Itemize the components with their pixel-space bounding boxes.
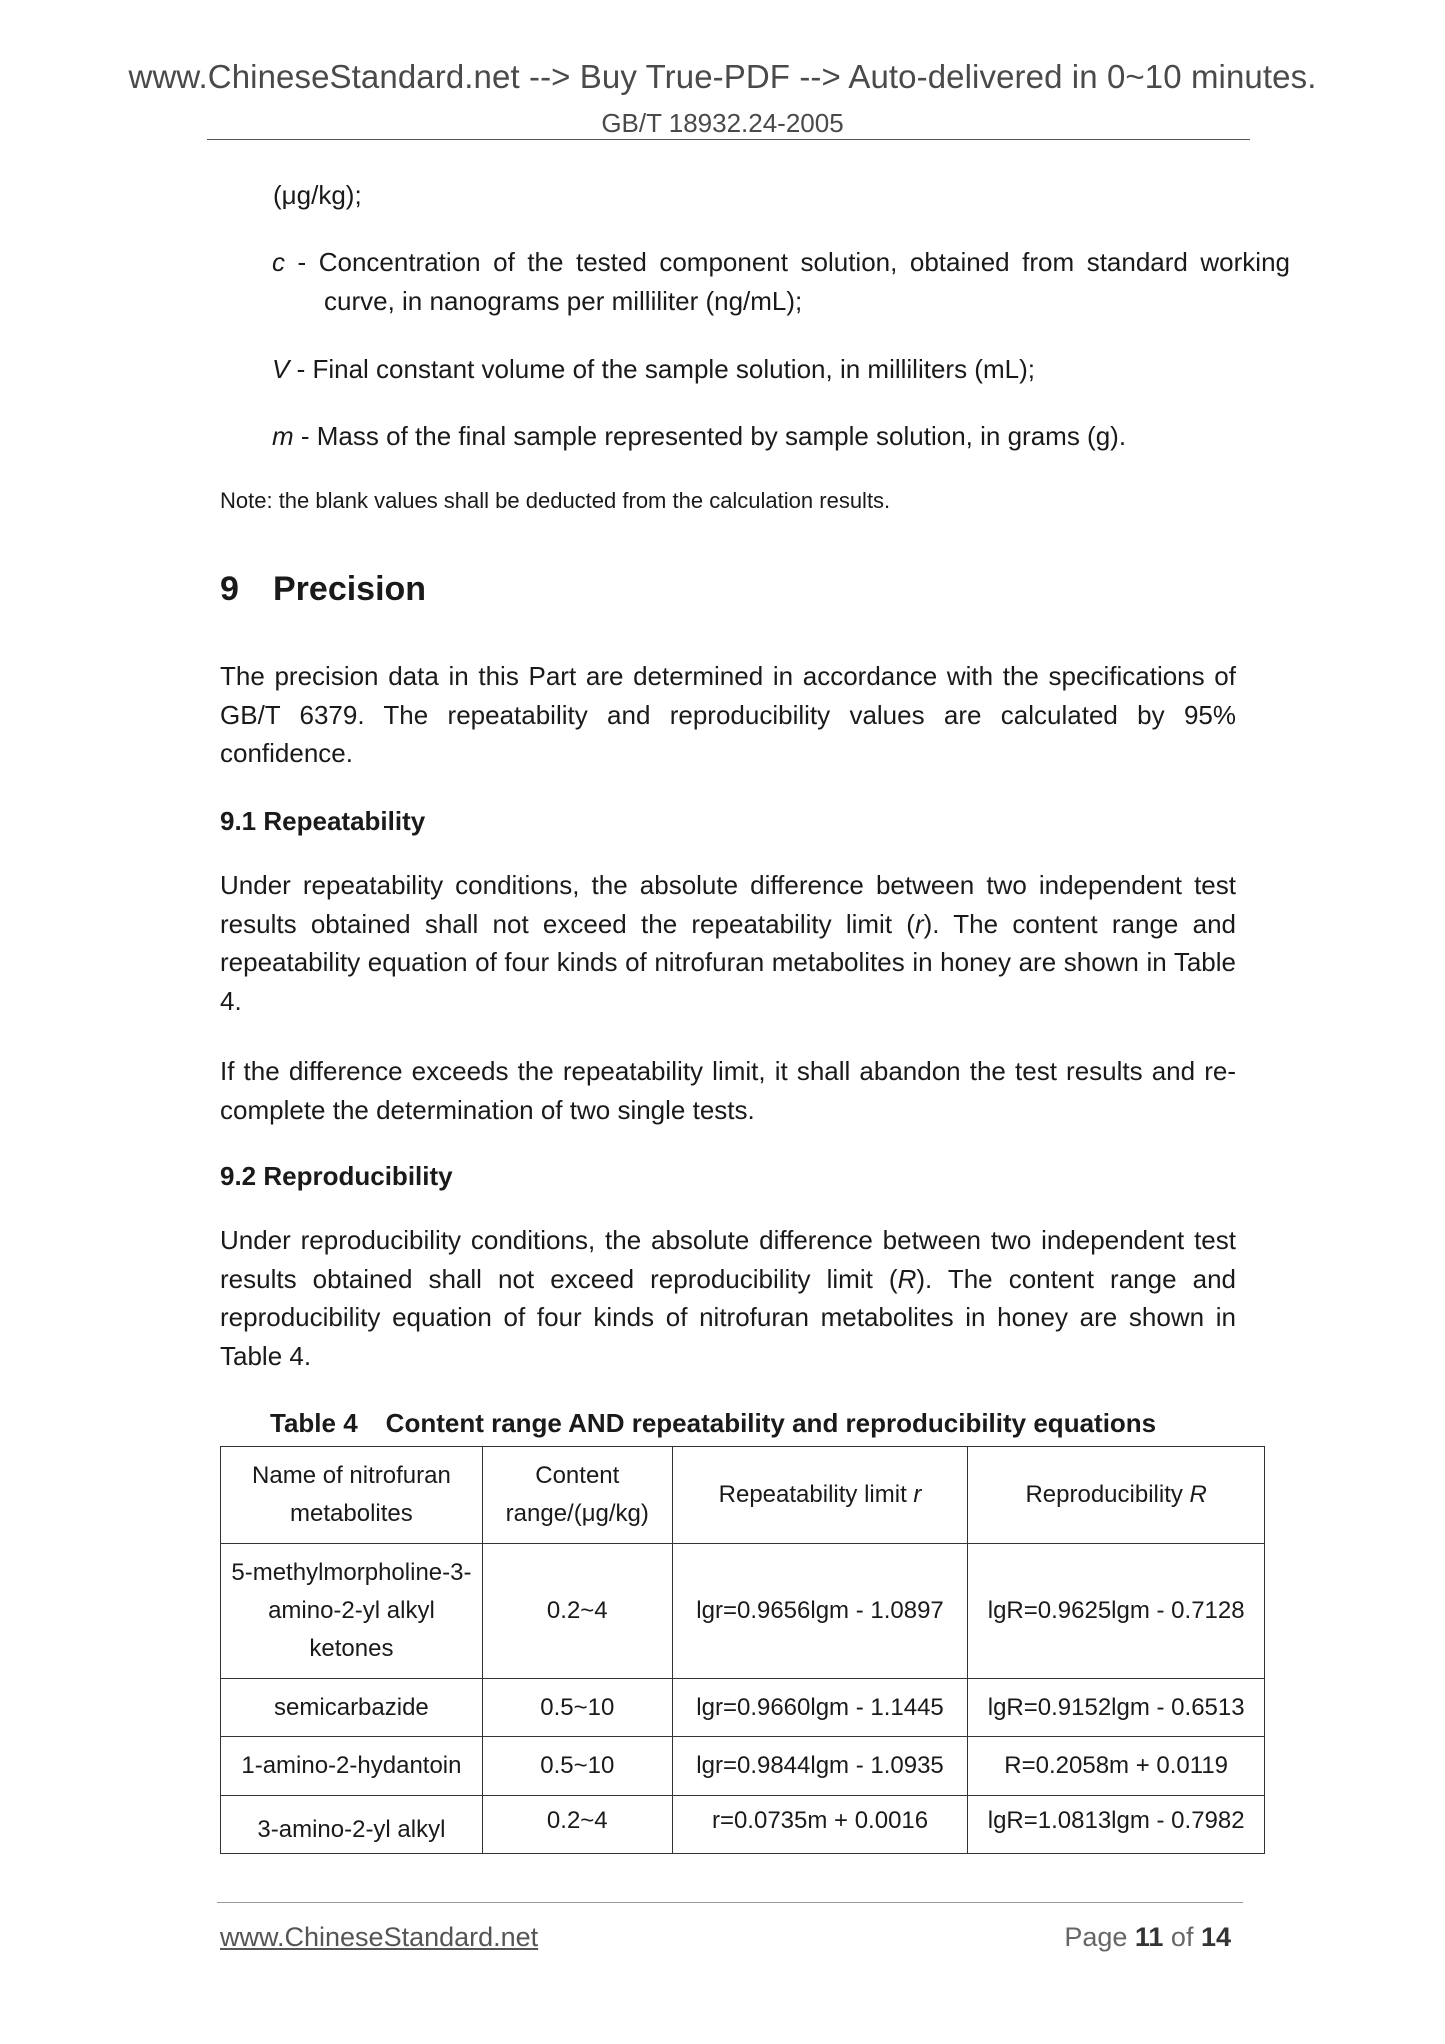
page-current: 11 xyxy=(1134,1922,1164,1952)
cell-range: 0.2~4 xyxy=(482,1796,672,1854)
definition-V xyxy=(272,350,1238,389)
symbol-R: R xyxy=(897,1263,917,1294)
cell-reproducibility: lgR=0.9152lgm - 0.6513 xyxy=(968,1679,1265,1737)
page-indicator xyxy=(1064,1922,1231,1953)
cell-reproducibility: R=0.2058m + 0.0119 xyxy=(968,1737,1265,1796)
site-banner: www.ChineseStandard.net --> Buy True-PDF --> Auto-delivered in 0~10 minutes. xyxy=(128,58,1317,95)
definition-continuation: (μg/kg); xyxy=(273,180,362,210)
header-reproducibility xyxy=(968,1447,1265,1544)
symbol-m: m xyxy=(272,421,294,451)
page-prefix: Page xyxy=(1064,1922,1135,1952)
cell-name: 3-amino-2-yl alkyl xyxy=(221,1796,483,1854)
header-repeatability xyxy=(672,1447,968,1544)
cell-range: 0.5~10 xyxy=(482,1679,672,1737)
table-row xyxy=(221,1796,1265,1854)
symbol-V: V xyxy=(272,354,290,384)
footer-site-link[interactable]: www.ChineseStandard.net xyxy=(220,1922,539,1952)
cell-repeatability: lgr=0.9656lgm - 1.0897 xyxy=(672,1544,968,1679)
reproducibility-paragraph-b: ). The content range and reproducibility equation of four kinds of nitrofuran metabolites in honey are shown in Table 4. xyxy=(220,1263,1236,1371)
header-repeatability-text: Repeatability limit xyxy=(718,1481,914,1508)
table-4-number: Table 4 xyxy=(270,1408,358,1438)
table-4-caption xyxy=(270,1408,1156,1439)
definition-m xyxy=(272,417,1238,456)
definition-V-text: - Final constant volume of the sample solution, in milliliters (mL); xyxy=(289,354,1035,384)
table-row xyxy=(221,1737,1265,1796)
standard-code: GB/T 18932.24-2005 xyxy=(601,108,844,138)
precision-table xyxy=(220,1446,1265,1854)
header-repeatability-symbol: r xyxy=(913,1481,922,1508)
table-header-row xyxy=(221,1447,1265,1544)
cell-repeatability: r=0.0735m + 0.0016 xyxy=(672,1796,968,1854)
calculation-note: Note: the blank values shall be deducted from the calculation results. xyxy=(220,488,891,513)
repeatability-paragraph-b: ). The content range and repeatability equation of four kinds of nitrofuran metabolites in honey are shown in Table 4. xyxy=(220,908,1236,1016)
section-9-intro: The precision data in this Part are determined in accordance with the specifications of GB/T 6379. The repeatability and reproducibility values are calculated by 95% confidence. xyxy=(220,661,1236,768)
cell-name: 5-methylmorpholine-3-amino-2-yl alkyl ketones xyxy=(221,1544,483,1679)
cell-reproducibility: lgR=1.0813lgm - 0.7982 xyxy=(968,1796,1265,1854)
repeatability-paragraph xyxy=(220,866,1236,1020)
section-9-heading xyxy=(220,570,426,609)
cell-repeatability: lgr=0.9660lgm - 1.1445 xyxy=(672,1679,968,1737)
definition-c xyxy=(272,243,1290,320)
cell-reproducibility: lgR=0.9625lgm - 0.7128 xyxy=(968,1544,1265,1679)
header-reproducibility-symbol: R xyxy=(1189,1481,1207,1508)
cell-repeatability: lgr=0.9844lgm - 1.0935 xyxy=(672,1737,968,1796)
definition-c-text: - Concentration of the tested component solution, obtained from standard working curve, in nanograms per milliliter (ng/mL); xyxy=(285,247,1290,316)
section-9-number: 9 xyxy=(220,570,239,608)
symbol-r: r xyxy=(914,908,924,939)
cell-name: 1-amino-2-hydantoin xyxy=(221,1737,483,1796)
footer-divider xyxy=(217,1902,1243,1903)
reproducibility-paragraph xyxy=(220,1221,1236,1375)
header-reproducibility-text: Reproducibility xyxy=(1025,1481,1190,1508)
cell-range: 0.5~10 xyxy=(482,1737,672,1796)
cell-range: 0.2~4 xyxy=(482,1544,672,1679)
section-9-2-heading: 9.2 Reproducibility xyxy=(220,1161,453,1191)
cell-name: semicarbazide xyxy=(221,1679,483,1737)
header-divider xyxy=(207,139,1250,140)
page-mid: of xyxy=(1163,1922,1201,1952)
repeatability-abandon-paragraph: If the difference exceeds the repeatability limit, it shall abandon the test results and re-complete the determination of two single tests. xyxy=(220,1056,1236,1125)
header-name: Name of nitrofuran metabolites xyxy=(221,1447,483,1544)
repeatability-paragraph-a: Under repeatability conditions, the absolute difference between two independent test results obtained shall not exceed the repeatability limit ( xyxy=(220,870,1236,939)
header-range: Content range/(μg/kg) xyxy=(482,1447,672,1544)
symbol-c: c xyxy=(272,247,285,277)
reproducibility-paragraph-a: Under reproducibility conditions, the absolute difference between two independent test results obtained shall not exceed reproducibility limit ( xyxy=(220,1225,1236,1294)
table-row xyxy=(221,1679,1265,1737)
definition-m-text: - Mass of the final sample represented by sample solution, in grams (g). xyxy=(293,421,1127,451)
section-9-1-heading: 9.1 Repeatability xyxy=(220,806,426,836)
section-9-title: Precision xyxy=(273,570,427,608)
table-row xyxy=(221,1544,1265,1679)
page-total: 14 xyxy=(1200,1922,1231,1952)
table-4-title: Content range AND repeatability and reproducibility equations xyxy=(385,1408,1157,1438)
